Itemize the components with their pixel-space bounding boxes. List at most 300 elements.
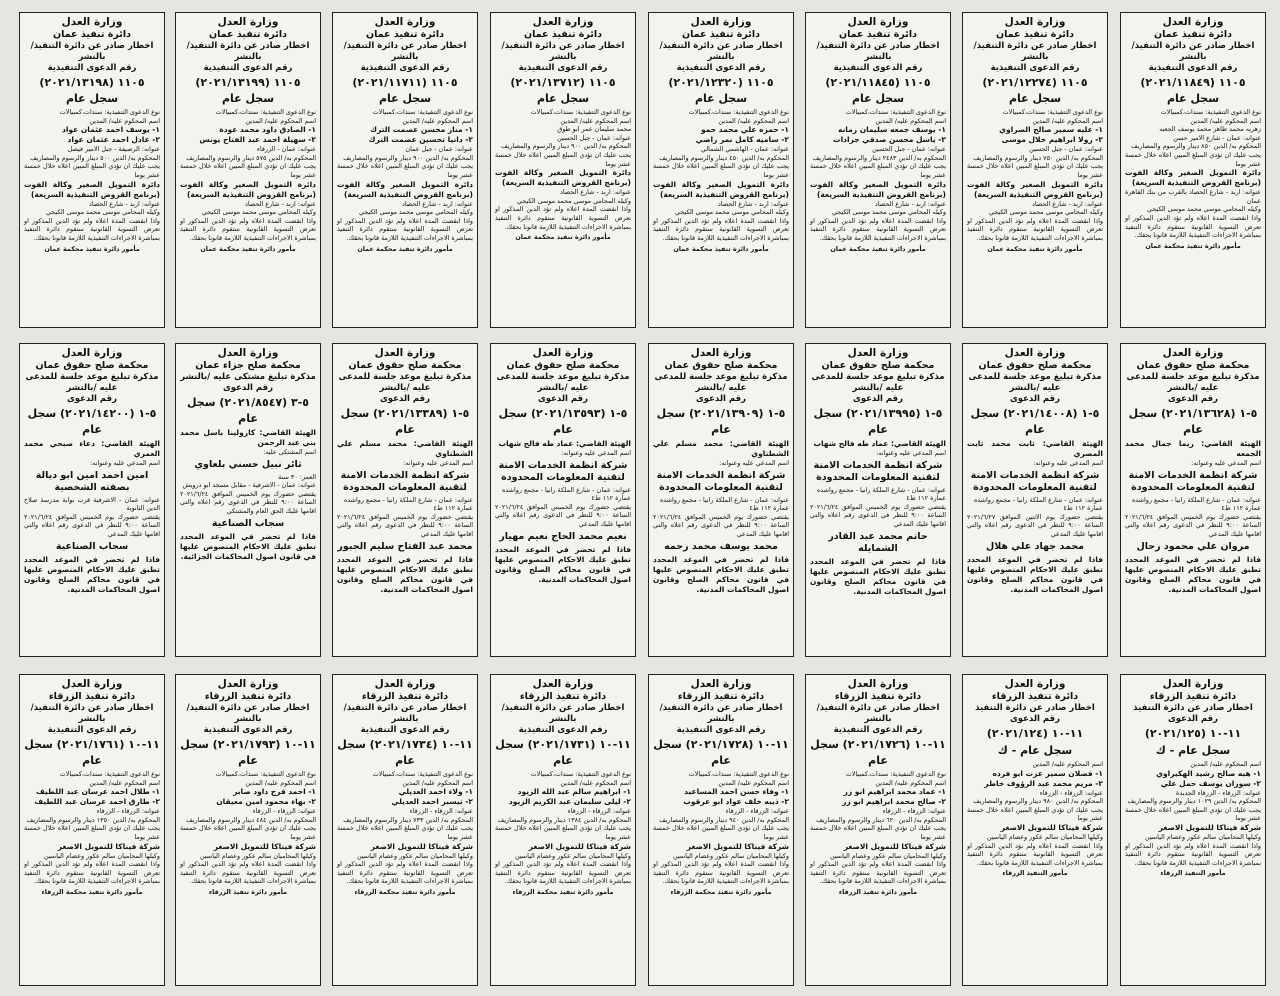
notice-ministry: وزارة العدل	[1162, 347, 1224, 359]
notice-ministry: وزارة العدل	[1004, 678, 1066, 690]
case-number: ٥-١ (٢٠٢١/١٣٣٨٩) سجل عام	[340, 407, 470, 436]
notice-line: المحكوم به/ الدين ١٠٢٩ دينار والرسوم والمصاريف	[1127, 797, 1261, 806]
closing-text: فاذا لم تحضر في الموعد المحدد تطبق عليك الاحكام المنصوص عليها في قانون محاكم الصلح وقانون اصول المحاكمات المدنية.	[967, 554, 1103, 594]
notice-line: يقتضي حضورك يوم الخميس الموافق ٢٠٢١/٦/٢٤ الساعة ٩:٠٠ للنظر في الدعوى رقم اعلاه والتي اقامها عليك المدعي	[337, 512, 473, 538]
notice-line: عنوانه: الزرقاء - الزرقاء الجديدة	[1176, 788, 1261, 797]
notice-line: يجب عليك ان تؤدي المبلغ المبين اعلاه خلال خمسة عشر يوما	[337, 162, 473, 179]
judge-line: الهيئة القاضي: محمد مسلم علي الشطناوي	[653, 439, 789, 458]
notice-line: دائرة التمويل الصغير وكالة الفوت (برنامج القروض التنفيذية السريعة)	[1125, 168, 1261, 188]
notice-ministry: وزارة العدل	[374, 347, 436, 359]
case-register: سجل عام - ك	[997, 744, 1073, 757]
notice-line: عمارة ١١٢ ط٤	[749, 504, 789, 513]
notice-line: ٢- رولا ابراهيم خلال موسى	[1001, 135, 1103, 145]
case-number: ١١٠٥ (٢٠٢١/١١٨٤٥) سجل عام	[825, 76, 931, 105]
defendant-name: شركة انظمة الخدمات الامنة لتقنية المعلومات المحدودة	[340, 469, 470, 493]
notice-footer: مأمور التنفيذ الزرقاء	[1002, 869, 1068, 878]
notice-line: وكيله المحامي موسى محمد موسى الكيجي	[45, 208, 160, 217]
notice-line: دائرة التمويل الصغير وكالة الفوت (برنامج القروض التنفيذية السريعة)	[810, 179, 946, 199]
notice-ministry: وزارة العدل	[374, 16, 436, 28]
notice-department: دائرة تنفيذ الزرقاء	[991, 691, 1079, 702]
notice-card	[19, 674, 165, 986]
notice-line: اسم المحكوم عليه/ المدين	[402, 778, 473, 787]
notice-line: عنوانه: الزرقاء - الزرقاء	[1039, 788, 1103, 797]
notice-line: المحكوم به/ الدين ١٣٨٤ دينار والرسوم والمصاريف	[497, 815, 631, 824]
notice-line: المحكوم به/ الدين ٧٥٠ دينار والرسوم والمصاريف	[973, 153, 1103, 162]
notice-line: اسم المحكوم عليه/ المدين	[402, 116, 473, 125]
notice-ministry: وزارة العدل	[1162, 678, 1224, 690]
notice-line: يقتضي حضورك يوم الخميس الموافق ٢٠٢١/٦/٢٤ الساعة ٩:٠٠ للنظر في الدعوى رقم اعلاه والتي اقامها عليك المدعي	[495, 502, 631, 528]
notice-type: اخطار صادر عن دائرة التنفيذ/ بالنشر	[973, 41, 1097, 62]
notice-card	[332, 674, 478, 986]
notice-type: مذكرة تبليغ موعد جلسة للمدعى عليه /بالنشر	[968, 372, 1102, 393]
notice-department: دائرة تنفيذ الزرقاء	[48, 691, 136, 702]
case-number: ١١-١٠ (٢٠٢١/١٧٩٣) سجل عام	[180, 738, 316, 767]
notice-department: محكمة صلح حقوق عمان	[978, 360, 1092, 371]
notice-line: عمارة ١١٢ ط٤	[906, 494, 946, 503]
notice-line: يجب عليك ان تؤدي المبلغ المبين اعلاه خلال خمسة عشر يوما	[1125, 805, 1261, 823]
notice-footer: مأمور دائرة تنفيذ محكمة الزرقاء	[354, 887, 456, 896]
notice-line: يجب عليك ان تؤدي المبلغ المبين اعلاه خلال خمسة عشر يوما	[180, 824, 316, 841]
notice-type: اخطار صادر عن دائرة التنفيذ/ بالنشر	[659, 41, 783, 62]
notice-card	[332, 12, 478, 328]
notice-line: ٢- ذيبه خلف عواد ابو عرقوب	[683, 797, 789, 807]
notice-card	[175, 12, 321, 328]
case-number: ٥-١ (٢٠٢١/١٣٥٩٣) سجل عام	[498, 407, 628, 436]
notice-card	[962, 343, 1108, 657]
notice-card	[19, 12, 165, 328]
notice-line: نوع الدعوى التنفيذية: سندات،كمبيالات	[59, 770, 160, 778]
defendant-name: شركة انظمة الخدمات الامنة لتقنية المعلومات المحدودة	[1128, 469, 1258, 493]
notice-line: وكيله المحامي موسى محمد موسى الكيجي	[674, 208, 789, 217]
notice-line: دائرة التمويل الصغير وكالة الفوت (برنامج القروض التنفيذية السريعة)	[180, 179, 316, 199]
notice-line: اسم المحكوم عليه/ المدين	[1190, 760, 1261, 768]
notice-department: دائرة تنفيذ عمان	[208, 29, 287, 40]
notice-line: عنوانه: الزرقاء - الزرقاء	[567, 807, 631, 816]
notice-line: ٢- ليلى سليمان عبد الكريم الزيود	[508, 797, 631, 807]
party-label: اسم المدعي عليه وعنوانه:	[876, 449, 946, 457]
notice-card	[805, 343, 951, 657]
notice-line: ٢- دانيا تحسين عصمت الترك	[368, 135, 473, 145]
notice-line: ١- يوسف جمعه سليمان رمانه	[837, 125, 946, 135]
notice-line: عنوانه: عمان - الهاشمي الشمالي	[700, 145, 789, 154]
notice-line: عنوانه: عمان - الاشرفية - مقابل مسجد ابو درويش	[182, 481, 316, 490]
notice-line: واذا انقضت المدة اعلاه ولم تؤد الدين المذكور او تعرض التسوية القانونية ستقوم دائرة التنفيذ بمباشرة الاجراءات التنفيذية اللازمة قانونا بحقك.	[967, 841, 1103, 867]
notice-department: دائرة تنفيذ الزرقاء	[361, 691, 449, 702]
defendant-name: شركة انظمة الخدمات الامنة لتقنية المعلومات المحدودة	[498, 459, 628, 483]
notice-line: يجب عليك ان تؤدي المبلغ المبين اعلاه خلال خمسة عشر يوما	[24, 162, 160, 179]
case-number: ٥-٣ (٢٠٢١/٨٥٤٧) سجل عام	[186, 396, 310, 425]
notice-card	[1120, 674, 1266, 986]
plaintiff-name: مروان علي محمود رحال	[1136, 540, 1250, 552]
notice-ministry: وزارة العدل	[61, 16, 123, 28]
case-label: رقم الدعوى	[1009, 394, 1061, 404]
notice-line: اسم المحكوم عليه/ المدين	[560, 116, 631, 125]
notice-type: اخطار صادر عن دائرة التنفيذ/ بالنشر	[343, 41, 467, 62]
notice-line: واذا انقضت المدة اعلاه ولم تؤد الدين المذكور او تعرض التسوية القانونية ستقوم دائرة التنفيذ بمباشرة الاجراءات التنفيذية اللازمة قانونا بحقك.	[495, 205, 631, 231]
notice-line: محمد سليمان عمر ابو طوق	[557, 125, 631, 134]
notice-footer: مأمور دائرة تنفيذ الزرقاء	[208, 887, 288, 896]
notice-line: اسم المحكوم عليه/ المدين	[245, 778, 316, 787]
defendant-name: ثائر نبيل حسني بلعاوي	[194, 458, 302, 470]
judge-line: الهيئة القاضي: عماد طه فالح شهاب	[498, 439, 631, 448]
notice-type: اخطار صادر عن دائرة التنفيذ/ بالنشر	[501, 41, 625, 62]
defendant-name: شركة انظمة الخدمات الامنة لتقنية المعلومات المحدودة	[813, 459, 943, 483]
case-label: رقم الدعوى التنفيذية	[676, 725, 766, 735]
notice-line: اسم المحكوم عليه/ المدين	[89, 778, 160, 787]
notice-type: مذكرة تبليغ موعد جلسة للمدعى عليه /بالنشر	[25, 372, 159, 393]
notice-footer: مأمور دائرة تنفيذ محكمة عمان	[200, 244, 296, 253]
notice-line: وكيله المحامي موسى محمد موسى الكيجي	[1146, 205, 1261, 214]
notice-department: محكمة صلح حقوق عمان	[821, 360, 935, 371]
judge-line: الهيئة القاضي: كارولينا باسل محمد بني عبد الرحمن	[180, 428, 316, 447]
closing-text: فاذا لم تحضر في الموعد المحدد تطبق عليك الاحكام المنصوص عليها في قانون محاكم الصلح وقانون اصول المحاكمات المدنية.	[495, 544, 631, 584]
notice-line: عنوانه: عمان - شارع الملكة رانيا - مجمع رواشده	[1131, 495, 1261, 504]
notice-line: وكيلها المحاميان سالم عكور وعصام الياسين	[356, 851, 473, 860]
notice-line: ٢- صالح محمد ابراهيم ابو زر	[842, 797, 946, 807]
notice-ministry: وزارة العدل	[1162, 16, 1224, 28]
notice-card	[1120, 12, 1266, 328]
notice-ministry: وزارة العدل	[690, 678, 752, 690]
notice-line: عنوانه: الزرقاء - الزرقاء	[252, 807, 316, 816]
notice-line: المحكوم به/ الدين ٧٣٣ دينار والرسوم والمصاريف	[343, 815, 473, 824]
notice-ministry: وزارة العدل	[61, 347, 123, 359]
notice-card	[805, 12, 951, 328]
notice-type: مذكرة تبليغ موعد جلسة للمدعى عليه /بالنشر	[654, 372, 788, 393]
notice-type: مذكرة تبليغ مشتكى عليه /بالنشر	[180, 372, 316, 382]
plaintiff-name: محمد جهاد علي هلال	[985, 540, 1085, 552]
notice-line: واذا انقضت المدة اعلاه ولم تؤد الدين المذكور او تعرض التسوية القانونية ستقوم دائرة التنفيذ بمباشرة الاجراءات التنفيذية اللازمة قانونا بحقك.	[24, 216, 160, 242]
notice-department: محكمة صلح جزاء عمان	[195, 360, 301, 371]
notice-ministry: وزارة العدل	[1004, 347, 1066, 359]
notice-line: ١- عليه سمير صالح الصراوي	[999, 125, 1103, 135]
notice-line: عنوانه: عمان - جبل الحسين	[872, 145, 946, 154]
notice-department: دائرة تنفيذ عمان	[365, 29, 444, 40]
notice-line: شركة فيناكا للتمويل الاصغر	[843, 841, 946, 851]
notice-line: عمارة ١١٢ ط٤	[433, 504, 473, 513]
notice-line: عنوانه: عمان - الزرقاء	[256, 145, 316, 154]
notice-line: ١- منار محسن عصمت الترك	[370, 125, 473, 135]
notice-line: ١- عماد محمد ابراهيم ابو زر	[843, 787, 946, 797]
notice-line: ١- ابراهيم سالم عبد الله الزيود	[517, 787, 631, 797]
notice-line: ٢- سهيلة احمد عبد الفتاح يونس	[199, 135, 316, 145]
notice-card	[332, 343, 478, 657]
case-number: ١١-١٠ (٢٠٢١/١٧٢٦) سجل عام	[810, 738, 946, 767]
notice-line: ١- هبه صالح رشيد الهكيراوي	[1156, 768, 1261, 778]
notice-line: ١- حمزه علي محمد حمو	[701, 125, 789, 135]
notice-line: دائرة التمويل الصغير وكالة الفوت (برنامج القروض التنفيذية السريعة)	[337, 179, 473, 199]
notice-line: ٢- مريم محمد عبد الرؤوف خاطر	[984, 778, 1103, 788]
case-label: رقم الدعوى التنفيذية	[833, 63, 923, 73]
notice-ministry: وزارة العدل	[217, 16, 279, 28]
notice-line: المحكوم به/ الدين ٨٥٠ دينار والرسوم والمصاريف	[1131, 142, 1261, 151]
notice-card	[648, 674, 794, 986]
notice-type: مذكرة تبليغ موعد جلسة للمدعى عليه /بالنشر	[811, 372, 945, 393]
notice-line: يجب عليك ان تؤدي المبلغ المبين اعلاه خلال خمسة عشر يوما	[1125, 150, 1261, 168]
notice-line: المحكوم به/ الدين ٦٢٠ دينار والرسوم والمصاريف	[816, 815, 946, 824]
notice-ministry: وزارة العدل	[847, 347, 909, 359]
notice-line: عمارة ١١٢ ط٤	[1063, 504, 1103, 513]
party-label: اسم المدعي عليه وعنوانه:	[561, 449, 631, 457]
notice-ministry: وزارة العدل	[61, 678, 123, 690]
notice-line: عنوانه: الزرقاء - الزرقاء	[409, 807, 473, 816]
notice-line: يجب عليك ان تؤدي المبلغ المبين اعلاه خلال خمسة عشر يوما	[653, 162, 789, 179]
case-number: ١١-١٠ (٢٠٢١/١٧٦١) سجل عام	[24, 738, 160, 767]
plaintiff-name: نعيم محمد الحاج نعيم مهيار	[499, 530, 627, 542]
notice-line: نوع الدعوى التنفيذية: سندات،كمبيالات	[530, 108, 631, 116]
notice-department: محكمة صلح حقوق عمان	[664, 360, 778, 371]
notice-department: محكمة صلح حقوق عمان	[506, 360, 620, 371]
notice-line: العمر: ٣٠ سنة	[278, 472, 316, 481]
party-label: اسم المدعي عليه وعنوانه:	[1191, 459, 1261, 467]
notice-department: دائرة تنفيذ عمان	[523, 29, 602, 40]
case-label: رقم الدعوى	[537, 394, 589, 404]
notice-line: نوع الدعوى التنفيذية: سندات،كمبيالات	[59, 108, 160, 116]
notice-card	[19, 343, 165, 657]
notice-footer: مأمور دائرة تنفيذ محكمة الزرقاء	[670, 887, 772, 896]
party-label: اسم المدعي عليه وعنوانه:	[403, 459, 473, 467]
case-label: رقم الدعوى التنفيذية	[990, 63, 1080, 73]
case-label: رقم الدعوى التنفيذية	[47, 63, 137, 73]
notice-line: واذا انقضت المدة اعلاه ولم تؤد الدين المذكور او تعرض التسوية القانونية ستقوم دائرة التنفيذ بمباشرة الاجراءات التنفيذية اللازمة قانونا بحقك.	[180, 860, 316, 886]
notice-type: اخطار صادر عن دائرة التنفيذ/ بالنشر	[659, 703, 783, 724]
judge-line: الهيئة القاضي: محمد مسلم علي الشطناوي	[337, 439, 473, 458]
notice-line: واذا انقضت المدة اعلاه ولم تؤد الدين المذكور او تعرض التسوية القانونية ستقوم دائرة التنفيذ بمباشرة الاجراءات التنفيذية اللازمة قانونا بحقك.	[180, 216, 316, 242]
notice-line: نوع الدعوى التنفيذية: سندات،كمبيالات	[530, 770, 631, 778]
notice-line: ٢- ساميه كامل نمر راضي	[695, 135, 789, 145]
notice-type: اخطار صادر عن دائرة التنفيذ/ بالنشر	[501, 703, 625, 724]
defendant-name: امين احمد امين ابو ديالة بصفته الشخصية	[35, 469, 149, 493]
notice-line: وكيلها المحاميان سالم عكور وعصام الياسين	[672, 851, 789, 860]
notice-line: يجب عليك ان تؤدي المبلغ المبين اعلاه خلال خمسة عشر يوما	[495, 150, 631, 168]
party-label: اسم المشتكى عليه:	[263, 448, 316, 456]
case-number: ١١-١٠ (٢٠٢١/١٧٢٨) سجل عام	[653, 738, 789, 767]
notice-line: عنوانه: الزرقاء - الزرقاء	[725, 807, 789, 816]
notice-line: المحكوم به/ الدين ٥٠٠ دينار والرسوم والمصاريف	[30, 153, 160, 162]
notice-line: عنوانه: اربد - شارع الحصاد	[560, 188, 631, 197]
case-label: رقم الدعوى التنفيذية	[47, 725, 137, 735]
judge-line: الهيئة القاضي: ريما جمال محمد الجمعه	[1125, 439, 1261, 458]
closing-text: فاذا لم تحضر في الموعد المحدد تطبق عليك الاحكام المنصوص عليها في قانون محاكم الصلح وقانون اصول المحاكمات المدنية.	[337, 554, 473, 594]
notice-line: يقتضي حضورك يوم الخميس الموافق ٢٠٢١/٦/٢٤ الساعة ٩:٠٠ للنظر في الدعوى رقم اعلاه والتي اقامها عليك المدعي	[24, 512, 160, 538]
notice-line: واذا انقضت المدة اعلاه ولم تؤد الدين المذكور او تعرض التسوية القانونية ستقوم دائرة التنفيذ بمباشرة الاجراءات التنفيذية اللازمة قانونا بحقك.	[967, 216, 1103, 242]
notice-line: عمارة ١١٢ ط٤	[1221, 504, 1261, 513]
notice-line: زهريه محمد طاهر محمد يوسف الجعبه	[1159, 125, 1261, 134]
case-label: رقم الدعوى	[66, 394, 118, 404]
case-number: ٥-١ (٢٠٢١/١٣٩٩٥) سجل عام	[813, 407, 943, 436]
case-label: رقم الدعوى التنفيذية	[676, 63, 766, 73]
judge-line: الهيئة القاضي: ثابت محمد ثابت المصري	[967, 439, 1103, 458]
case-label: رقم الدعوى التنفيذية	[360, 63, 450, 73]
notice-type: مذكرة تبليغ موعد جلسة للمدعى عليه /بالنشر	[496, 372, 630, 393]
case-label: رقم الدعوى	[379, 394, 431, 404]
notice-footer: مأمور التنفيذ الزرقاء	[1160, 869, 1226, 878]
notice-footer: مأمور دائرة تنفيذ محكمة عمان	[515, 233, 611, 242]
notice-line: يجب عليك ان تؤدي المبلغ المبين اعلاه خلال خمسة عشر يوما	[967, 805, 1103, 823]
case-number: ١١٠٥ (٢٠٢١/١٢٢٧٤) سجل عام	[982, 76, 1088, 105]
notice-line: المحكوم به/ الدين ٢٤٨٣ دينار والرسوم والمصاريف	[812, 153, 946, 162]
plaintiff-name: محمد يوسف محمد رحمه	[664, 540, 778, 552]
notice-department: محكمة صلح حقوق عمان	[1136, 360, 1250, 371]
notice-line: عنوانه: اربد - شارع الحصاد	[875, 199, 946, 208]
notice-ministry: وزارة العدل	[847, 16, 909, 28]
party-label: اسم المدعي عليه وعنوانه:	[90, 459, 160, 467]
notice-line: نوع الدعوى التنفيذية: سندات،كمبيالات	[372, 108, 473, 116]
notice-line: عنوانه: عمان - شارع الملكة رانيا - مجمع رواشده	[973, 495, 1103, 504]
notice-line: واذا انقضت المدة اعلاه ولم تؤد الدين المذكور او تعرض التسوية القانونية ستقوم دائرة التنفيذ بمباشرة الاجراءات التنفيذية اللازمة قانونا بحقك.	[810, 860, 946, 886]
notice-card	[490, 674, 636, 986]
case-number: ٥-١ (٢٠٢١/١٣٩٠٩) سجل عام	[656, 407, 786, 436]
defendant-name: شركة انظمة الخدمات الامنة لتقنية المعلومات المحدودة	[970, 469, 1100, 493]
notice-line: يجب عليك ان تؤدي المبلغ المبين اعلاه خلال خمسة عشر يوما	[810, 162, 946, 179]
notice-line: وكيلها المحاميان سالم عكور وعصام الياسين	[514, 851, 631, 860]
notice-line: ٢- ياسل محسن صدقي جرادات	[833, 135, 946, 145]
notice-line: واذا انقضت المدة اعلاه ولم تؤد الدين المذكور او تعرض التسوية القانونية ستقوم دائرة التنفيذ بمباشرة الاجراءات التنفيذية اللازمة قانونا بحقك.	[1125, 841, 1261, 867]
notice-line: واذا انقضت المدة اعلاه ولم تؤد الدين المذكور او تعرض التسوية القانونية ستقوم دائرة التنفيذ بمباشرة الاجراءات التنفيذية اللازمة قانونا بحقك.	[337, 216, 473, 242]
notice-type: اخطار صادر عن دائرة التنفيذ/ بالنشر	[816, 703, 940, 724]
case-label: رقم الدعوى	[1167, 714, 1219, 724]
notice-line: واذا انقضت المدة اعلاه ولم تؤد الدين المذكور او تعرض التسوية القانونية ستقوم دائرة التنفيذ بمباشرة الاجراءات التنفيذية اللازمة قانونا بحقك.	[24, 860, 160, 886]
notice-line: عنوانه: عمان - شارع الامير حسن	[1173, 133, 1261, 142]
notice-line: اسم المحكوم عليه/ المدين	[1032, 116, 1103, 125]
case-label: رقم الدعوى	[222, 383, 274, 393]
notice-line: ١- فصلان سمير عزت ابو فرده	[992, 768, 1103, 778]
notice-line: اسم المحكوم عليه/ المدين	[1190, 116, 1261, 125]
notice-ministry: وزارة العدل	[690, 16, 752, 28]
notice-line: المحكوم به/ الدين ٤٥٠ دينار والرسوم والمصاريف	[659, 153, 789, 162]
case-number: ١١٠٥ (٢٠٢١/١١٧١١) سجل عام	[352, 76, 458, 105]
notice-line: شركة فيناكا للتمويل الاصغر	[686, 841, 789, 851]
notice-line: وكيله المحامي موسى محمد موسى الكيجي	[988, 208, 1103, 217]
party-label: اسم المدعي عليه وعنوانه:	[719, 459, 789, 467]
notice-line: وكيلها المحاميان سالم عكور وعصام الياسين	[986, 832, 1103, 841]
notice-line: المحكوم به/ الدين ٩٨٠ دينار والرسوم والمصاريف	[973, 797, 1103, 806]
notice-type: مذكرة تبليغ موعد جلسة للمدعى عليه /بالنشر	[1126, 372, 1260, 393]
notice-department: دائرة تنفيذ الزرقاء	[677, 691, 765, 702]
notice-line: ١- طلال احمد عرسان عبد اللطيف	[36, 787, 160, 797]
notice-line: ٢- بهاء محمود امين معيقان	[216, 797, 316, 807]
notice-line: واذا انقضت المدة اعلاه ولم تؤد الدين المذكور او تعرض التسوية القانونية ستقوم دائرة التنفيذ بمباشرة الاجراءات التنفيذية اللازمة قانونا بحقك.	[653, 860, 789, 886]
notice-line: المحكوم به/ الدين ٩٠٠ دينار والرسوم والمصاريف	[343, 153, 473, 162]
notice-line: وكيلها المحاميان سالم عكور وعصام الياسين	[1144, 832, 1261, 841]
notice-line: يجب عليك ان تؤدي المبلغ المبين اعلاه خلال خمسة عشر يوما	[24, 824, 160, 841]
notice-line: ٢- تيسير احمد العديلي	[391, 797, 473, 807]
case-number: ١١٠٥ (٢٠٢١/١٢٣٢٠) سجل عام	[668, 76, 774, 105]
notice-line: يجب عليك ان تؤدي المبلغ المبين اعلاه خلال خمسة عشر يوما	[495, 824, 631, 841]
notice-line: نوع الدعوى التنفيذية: سندات،كمبيالات	[372, 770, 473, 778]
notice-line: ١- ولاء احمد العديلي	[398, 787, 473, 797]
notice-footer: مأمور دائرة تنفيذ محكمة عمان	[673, 244, 769, 253]
case-number: ١١٠٥ (٢٠٢١/١١٨٤٩) سجل عام	[1140, 76, 1246, 105]
notice-line: وكيلها المحاميان سالم عكور وعصام الياسين	[43, 851, 160, 860]
notice-line: وكيله المحامي موسى محمد موسى الكيجي	[516, 196, 631, 205]
notice-line: يقتضي حضورك يوم الخميس الموافق ٢٠٢١/٦/٢٤ الساعة ٩:٠٠ للنظر في الدعوى رقم اعلاه والتي اقامها عليك المدعي	[653, 512, 789, 538]
notice-department: دائرة تنفيذ الزرقاء	[834, 691, 922, 702]
case-label: رقم الدعوى التنفيذية	[1148, 63, 1238, 73]
notice-type: مذكرة تبليغ موعد جلسة للمدعى عليه /بالنشر	[338, 372, 472, 393]
notice-line: دائرة التمويل الصغير وكالة الفوت (برنامج القروض التنفيذية السريعة)	[495, 168, 631, 188]
notice-line: عنوانه: اربد - شارع الحصاد	[1032, 199, 1103, 208]
notice-ministry: وزارة العدل	[532, 678, 594, 690]
notice-line: ٢- سوزان يوسف حمل علي	[1160, 778, 1261, 788]
plaintiff-name: حاتم محمد عبد القادر الشمايله	[828, 530, 928, 554]
notice-line: عنوانه: عمان - شارع الملكة رانيا - مجمع رواشده	[816, 485, 946, 494]
notice-line: وكيله المحامي موسى محمد موسى الكيجي	[358, 208, 473, 217]
notice-line: يقتضي حضورك يوم الاثنين الموافق ٢٠٢١/٦/٢٧ الساعة ٩:٠٠ للنظر في الدعوى رقم اعلاه والتي اقامها عليك المدعي	[967, 512, 1103, 538]
plaintiff-name: محمد عبد الفتاح سليم الجبور	[337, 540, 473, 552]
notice-line: واذا انقضت المدة اعلاه ولم تؤد الدين المذكور او تعرض التسوية القانونية ستقوم دائرة التنفيذ بمباشرة الاجراءات التنفيذية اللازمة قانونا بحقك.	[810, 216, 946, 242]
notice-line: عنوانه: اربد - شارع الحصاد	[89, 199, 160, 208]
notice-line: عنوانه: الزرقاء - الزرقاء	[96, 807, 160, 816]
notice-line: نوع الدعوى التنفيذية: سندات،كمبيالات	[1002, 108, 1103, 116]
notice-ministry: وزارة العدل	[217, 678, 279, 690]
notice-line: عنوانه: اربد - شارع الحصاد بالقرب من بنك القاهرة عمان	[1125, 188, 1261, 205]
notice-card	[175, 343, 321, 657]
notice-line: عنوانه: عمان - شارع الملكة رانيا - مجمع رواشده	[659, 495, 789, 504]
notice-line: عنوانه: اربد - شارع الحصاد	[718, 199, 789, 208]
case-number: ٥-١ (٢٠٢١/١٣٦٢٨) سجل عام	[1128, 407, 1258, 436]
notice-line: شركة فيناكا للتمويل الاصغر	[528, 841, 631, 851]
case-number: ١١-١٠ (٢٠٢١/١٧٣٤) سجل عام	[337, 738, 473, 767]
case-number: ١١٠٥ (٢٠٢١/١٣١٩٨) سجل عام	[39, 76, 145, 105]
notice-line: عنوانه: عمان - الاشرفية قرب بوابة مدرسة صلاح الدين الثانوية	[24, 495, 160, 513]
notice-type: اخطار صادر عن دائرة التنفيذ	[1133, 703, 1253, 713]
closing-text: فاذا لم تحضر في الموعد المحدد تطبق عليك الاحكام المنصوص عليها في قانون محاكم الصلح وقانون اصول المحاكمات المدنية.	[1125, 554, 1261, 594]
party-label: اسم المدعي عليه وعنوانه:	[1033, 459, 1103, 467]
notice-line: دائرة التمويل الصغير وكالة الفوت (برنامج القروض التنفيذية السريعة)	[653, 179, 789, 199]
notice-line: يجب عليك ان تؤدي المبلغ المبين اعلاه خلال خمسة عشر يوما	[653, 824, 789, 841]
notice-line: عنوانه: عمان - شارع الملكة رانيا - مجمع رواشده	[501, 485, 631, 494]
notice-line: نوع الدعوى التنفيذية: سندات،كمبيالات	[215, 108, 316, 116]
closing-text: فاذا لم تحضر في الموعد المحدد تطبق عليك الاحكام المنصوص عليها في قانون اصول المحاكمات الجزائية.	[180, 531, 316, 561]
judge-line: الهيئة القاضي: دعاء صبحي محمد العمري	[24, 439, 160, 458]
notice-line: يجب عليك ان تؤدي المبلغ المبين اعلاه خلال خمسة عشر يوما	[337, 824, 473, 841]
notice-type: اخطار صادر عن دائرة التنفيذ/ بالنشر	[186, 41, 310, 62]
notice-line: واذا انقضت المدة اعلاه ولم تؤد الدين المذكور او تعرض التسوية القانونية ستقوم دائرة التنفيذ بمباشرة الاجراءات التنفيذية اللازمة قانونا بحقك.	[337, 860, 473, 886]
notice-line: ٢- طارق احمد عرسان عبد اللطيف	[34, 797, 160, 807]
notice-type: اخطار صادر عن دائرة التنفيذ/ بالنشر	[30, 703, 154, 724]
case-label: رقم الدعوى	[852, 394, 904, 404]
notice-type: اخطار صادر عن دائرة التنفيذ	[975, 703, 1095, 713]
notice-line: اسم المحكوم عليه/ المدين	[718, 778, 789, 787]
case-number: ١١-١٠ (٢٠٢١/١٢٤)	[986, 727, 1084, 740]
notice-card	[490, 12, 636, 328]
closing-text: فاذا لم تحضر في الموعد المحدد تطبق عليك الاحكام المنصوص عليها في قانون محاكم الصلح وقانون اصول المحاكمات المدنية.	[653, 554, 789, 594]
notice-card	[175, 674, 321, 986]
case-label: رقم الدعوى التنفيذية	[833, 725, 923, 735]
notice-line: دائرة التمويل الصغير وكالة الفوت (برنامج القروض التنفيذية السريعة)	[24, 179, 160, 199]
notice-line: نوع الدعوى التنفيذية: سندات،كمبيالات	[688, 108, 789, 116]
notice-line: عنوانه: عمان - جبل الحسين	[557, 133, 631, 142]
notice-line: يقتضي حضورك يوم الخميس الموافق ٢٠٢١/٦/٢٤ الساعة ٩:٠٠ للنظر في الدعوى رقم اعلاه والتي اقامها عليك الحق العام والمشتكي	[180, 489, 316, 515]
notice-line: شركة فيناكا للتمويل الاصغر	[370, 841, 473, 851]
notice-line: نوع الدعوى التنفيذية: سندات،كمبيالات	[215, 770, 316, 778]
notice-line: ١- احمد فرج داود صابر	[233, 787, 316, 797]
notice-line: عنوانه: اربد - شارع الحصاد	[245, 199, 316, 208]
notice-line: اسم المحكوم عليه/ المدين	[875, 778, 946, 787]
notice-footer: مأمور دائرة تنفيذ محكمة عمان	[1145, 241, 1241, 250]
notice-card	[962, 12, 1108, 328]
notice-department: دائرة تنفيذ الزرقاء	[204, 691, 292, 702]
notice-department: محكمة صلح حقوق عمان	[348, 360, 462, 371]
notice-card	[648, 12, 794, 328]
notice-line: يقتضي حضورك يوم الخميس الموافق ٢٠٢١/٦/٢٤ الساعة ٩:٠٠ للنظر في الدعوى رقم اعلاه والتي اقامها عليك المدعي	[1125, 512, 1261, 538]
notice-card	[962, 674, 1108, 986]
notice-line: عمارة ١١٢ ط٤	[591, 494, 631, 503]
notice-line: شركة فيناكا للتمويل الاصغر	[57, 841, 160, 851]
case-label: رقم الدعوى التنفيذية	[518, 725, 608, 735]
notice-line: المحكوم به/ الدين ٥٧٥ دينار والرسوم والمصاريف	[186, 153, 316, 162]
notice-line: المحكوم به/ الدين ٩٠٠ دينار والرسوم والمصاريف	[501, 142, 631, 151]
